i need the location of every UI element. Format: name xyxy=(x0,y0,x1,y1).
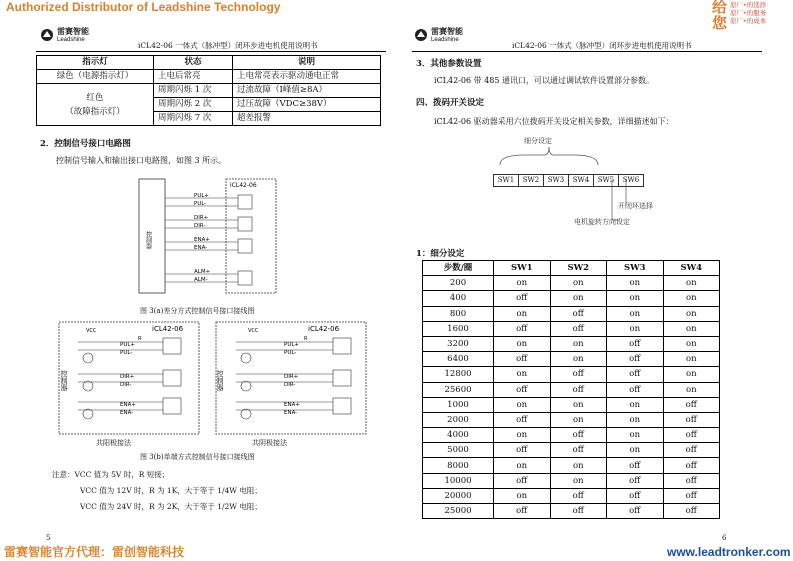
table-row xyxy=(423,443,720,458)
switch-cell: off xyxy=(663,488,720,503)
header-rule-left xyxy=(36,51,386,52)
col-header: 指示灯 xyxy=(37,56,154,70)
cell: 过流故障（I峰值≥8A） xyxy=(233,84,381,98)
switch-cell: off xyxy=(550,428,607,443)
switch-cell: on xyxy=(550,291,607,306)
red-lamp-line1: 红色 xyxy=(86,92,104,103)
label-common-anode: 共阳极接法 xyxy=(96,439,131,447)
caption-b: 图 3(b)单端方式控制信号接口接线图 xyxy=(140,453,255,461)
sig-label: DIR+ xyxy=(120,374,135,380)
switch-cell: on xyxy=(663,291,720,306)
logo-left xyxy=(40,26,89,43)
switch-cell: off xyxy=(663,473,720,488)
switch-cell: on xyxy=(550,276,607,291)
table-row xyxy=(423,306,720,321)
col-header: 步数/圈 xyxy=(423,261,494,276)
note-line-1: 注意：VCC 值为 5V 时，R 短接； xyxy=(52,470,170,479)
sig-label: ENA- xyxy=(284,410,298,416)
switch-cell: on xyxy=(607,428,664,443)
sig-label: DIR+ xyxy=(194,215,209,221)
switch-cell: off xyxy=(550,488,607,503)
switch-cell: on xyxy=(550,412,607,427)
switch-cell: on xyxy=(494,397,551,412)
indicator-table xyxy=(36,55,381,126)
steps-cell: 1600 xyxy=(423,321,494,336)
module-label-right: iCL42-06 xyxy=(308,325,340,333)
switch-cell: off xyxy=(607,352,664,367)
switch-cell: on xyxy=(663,382,720,397)
tagline xyxy=(712,0,766,32)
switch-cell: off xyxy=(550,321,607,336)
switch-cell: off xyxy=(494,443,551,458)
sig-label: DIR- xyxy=(120,382,132,388)
sig-label: ENA+ xyxy=(120,402,136,408)
switch-cell: off xyxy=(550,306,607,321)
switch-cell: on xyxy=(494,428,551,443)
cell: 超差报警 xyxy=(233,112,381,126)
table-row xyxy=(423,473,720,488)
vcc-label-left: VCC xyxy=(86,328,97,334)
vcc-label-right: VCC xyxy=(248,328,259,334)
tagline-glyph-1: 给 xyxy=(712,0,728,16)
note-line-2: VCC 值为 12V 时，R 为 1K，大于等于 1/4W 电阻； xyxy=(80,486,262,495)
page-header-right: iCL42-06 一体式（脉冲型）闭环步进电机使用说明书 xyxy=(512,41,692,50)
caption-a: 图 3(a)差分方式控制信号接口接线图 xyxy=(140,307,255,315)
dip-switch: SW6 xyxy=(618,174,644,187)
cell: 绿色（电源指示灯） xyxy=(37,70,154,84)
logo-en: Leadshine xyxy=(57,37,85,43)
sig-label: ENA+ xyxy=(194,237,210,243)
distributor-banner: Authorized Distributor of Leadshine Technology xyxy=(6,0,281,14)
col-header: 说明 xyxy=(233,56,381,70)
dip-switch: SW1 xyxy=(493,174,519,187)
switch-cell: off xyxy=(550,382,607,397)
table-row xyxy=(423,276,720,291)
switch-cell: on xyxy=(663,306,720,321)
sig-label: ALM- xyxy=(194,277,208,283)
table-row xyxy=(423,321,720,336)
switch-cell: off xyxy=(550,367,607,382)
sig-label: ENA- xyxy=(120,410,134,416)
col-header: SW1 xyxy=(494,261,551,276)
switch-cell: off xyxy=(607,488,664,503)
switch-cell: on xyxy=(607,397,664,412)
steps-cell: 3200 xyxy=(423,336,494,351)
red-lamp-line2: （故障指示灯） xyxy=(65,106,125,117)
table-row xyxy=(423,412,720,427)
module-box xyxy=(226,179,276,293)
module-label-left: iCL42-06 xyxy=(152,325,184,333)
tagline-line: 原厂+的成本 xyxy=(730,18,767,25)
switch-cell: off xyxy=(607,382,664,397)
switch-cell: on xyxy=(494,488,551,503)
switch-cell: on xyxy=(663,367,720,382)
switch-cell: on xyxy=(607,291,664,306)
switch-cell: off xyxy=(494,473,551,488)
header-rule-right xyxy=(412,51,762,52)
sig-label: PUL- xyxy=(194,201,207,207)
footer-website-link[interactable]: www.leadtronker.com xyxy=(667,545,791,559)
switch-cell: on xyxy=(663,336,720,351)
cell: 过压故障（VDC≥38V） xyxy=(233,98,381,112)
diagram-a xyxy=(138,176,278,296)
switch-cell: on xyxy=(550,336,607,351)
switch-cell: off xyxy=(663,504,720,519)
steps-cell: 12800 xyxy=(423,367,494,382)
switch-cell: on xyxy=(663,276,720,291)
section-2-title: 2．控制信号接口电路图 xyxy=(40,139,131,149)
sig-label: ALM+ xyxy=(194,269,211,275)
switch-cell: off xyxy=(607,458,664,473)
steps-cell: 5000 xyxy=(423,443,494,458)
page-number-right: 6 xyxy=(722,534,727,542)
logo-cn: 雷赛智能 xyxy=(431,27,463,36)
switch-cell: off xyxy=(494,382,551,397)
steps-cell: 8000 xyxy=(423,458,494,473)
cell: 周期闪烁 1 次 xyxy=(154,84,233,98)
table-row xyxy=(423,458,720,473)
switch-cell: off xyxy=(550,504,607,519)
switch-cell: on xyxy=(494,306,551,321)
switch-cell: off xyxy=(663,397,720,412)
switch-cell: off xyxy=(607,336,664,351)
steps-cell: 1000 xyxy=(423,397,494,412)
steps-cell: 10000 xyxy=(423,473,494,488)
module-label: iCL42-06 xyxy=(230,182,257,189)
cell: 周期闪烁 7 次 xyxy=(154,112,233,126)
label-common-cathode: 共阴极接法 xyxy=(252,439,287,447)
switch-cell: off xyxy=(607,367,664,382)
col-header: SW4 xyxy=(663,261,720,276)
page-number-left: 5 xyxy=(46,534,51,542)
switch-cell: on xyxy=(550,352,607,367)
switch-cell: off xyxy=(607,504,664,519)
controller-label: 控制器 xyxy=(144,231,152,249)
dip-brace xyxy=(494,145,604,167)
switch-cell: on xyxy=(663,352,720,367)
tagline-line: 原厂+的选择 xyxy=(730,2,767,9)
switch-cell: on xyxy=(663,321,720,336)
switch-cell: on xyxy=(494,276,551,291)
table-row xyxy=(423,291,720,306)
section-3-text: iCL42-06 带 485 通讯口，可以通过调试软件设置部分参数。 xyxy=(434,76,654,85)
sig-label: PUL+ xyxy=(194,193,210,199)
switch-cell: on xyxy=(607,412,664,427)
section-3-title: 3．其他参数设置 xyxy=(416,59,482,69)
logo-icon xyxy=(414,28,428,42)
switch-cell: on xyxy=(607,306,664,321)
diagram-b xyxy=(58,318,368,436)
col-header: 状态 xyxy=(154,56,233,70)
sig-label: DIR+ xyxy=(284,374,299,380)
r-label-left: R xyxy=(138,336,142,342)
steps-cell: 25600 xyxy=(423,382,494,397)
cell: 周期闪烁 2 次 xyxy=(154,98,233,112)
switch-cell: off xyxy=(607,473,664,488)
tagline-glyph-2: 您 xyxy=(712,15,728,32)
steps-cell: 2000 xyxy=(423,412,494,427)
sig-label: ENA- xyxy=(194,245,208,251)
steps-cell: 400 xyxy=(423,291,494,306)
section-4-title: 四、拨码开关设定 xyxy=(416,98,485,108)
sig-label: PUL+ xyxy=(120,342,136,348)
footer-agent: 雷赛智能官方代理：雷创智能科技 xyxy=(4,545,185,559)
sig-label: DIR- xyxy=(284,382,296,388)
sig-label: DIR- xyxy=(194,223,206,229)
switch-cell: on xyxy=(494,336,551,351)
sig-label: PUL- xyxy=(284,350,297,356)
switch-cell: off xyxy=(494,291,551,306)
table-row xyxy=(423,367,720,382)
switch-cell: on xyxy=(494,458,551,473)
switch-cell: off xyxy=(663,458,720,473)
steps-cell: 6400 xyxy=(423,352,494,367)
steps-cell: 20000 xyxy=(423,488,494,503)
switch-cell: on xyxy=(550,397,607,412)
subdivision-table xyxy=(422,260,720,519)
cell: 上电常亮表示驱动通电正常 xyxy=(233,70,381,84)
sw5-label: 电机旋转方向设定 xyxy=(574,218,630,226)
switch-cell: on xyxy=(550,473,607,488)
sig-label: ENA+ xyxy=(284,402,300,408)
controller-label-right: 控制器 xyxy=(216,370,224,391)
switch-cell: off xyxy=(550,443,607,458)
logo-cn: 雷赛智能 xyxy=(57,27,89,36)
dip-switch: SW3 xyxy=(543,174,569,187)
section-4-text: iCL42-06 驱动器采用六位拨码开关设定相关参数，详细描述如下： xyxy=(434,117,674,126)
switch-cell: on xyxy=(494,367,551,382)
dip-switch: SW4 xyxy=(568,174,594,187)
switch-cell: on xyxy=(550,458,607,473)
switch-cell: off xyxy=(663,443,720,458)
steps-cell: 4000 xyxy=(423,428,494,443)
tagline-line: 原厂+的服务 xyxy=(730,10,767,17)
logo-icon xyxy=(40,28,54,42)
switch-cell: off xyxy=(494,412,551,427)
dip-switch: SW2 xyxy=(518,174,544,187)
steps-cell: 25000 xyxy=(423,504,494,519)
table-row xyxy=(423,352,720,367)
dip-top-label: 细分设定 xyxy=(524,137,552,145)
sw6-label: 开闭环选择 xyxy=(618,202,653,210)
steps-cell: 800 xyxy=(423,306,494,321)
r-label-right: R xyxy=(304,336,308,342)
switch-cell: on xyxy=(607,443,664,458)
sig-label: PUL- xyxy=(120,350,133,356)
cell-red-lamp xyxy=(37,84,154,126)
section-2-intro: 控制信号输入和输出接口电路图，如图 3 所示。 xyxy=(56,156,227,165)
subdivision-title: 1：细分设定 xyxy=(416,249,465,259)
table-row xyxy=(423,397,720,412)
table-row xyxy=(423,504,720,519)
switch-cell: on xyxy=(607,321,664,336)
controller-box xyxy=(139,179,165,293)
switch-cell: on xyxy=(607,276,664,291)
page-header-left: iCL42-06 一体式（脉冲型）闭环步进电机使用说明书 xyxy=(138,41,318,50)
switch-cell: off xyxy=(494,504,551,519)
sig-label: PUL+ xyxy=(284,342,300,348)
subdivision-table-wrap xyxy=(422,260,720,519)
switch-cell: off xyxy=(663,428,720,443)
logo-en: Leadshine xyxy=(431,37,459,43)
cell: 上电后常亮 xyxy=(154,70,233,84)
switch-cell: off xyxy=(494,321,551,336)
steps-cell: 200 xyxy=(423,276,494,291)
logo-right xyxy=(414,26,463,43)
switch-cell: off xyxy=(663,412,720,427)
table-row xyxy=(423,382,720,397)
dip-switch: SW5 xyxy=(593,174,619,187)
controller-label-left: 控制器 xyxy=(60,370,68,391)
col-header: SW3 xyxy=(607,261,664,276)
note-line-3: VCC 值为 24V 时，R 为 2K，大于等于 1/2W 电阻； xyxy=(80,502,262,511)
col-header: SW2 xyxy=(550,261,607,276)
table-row xyxy=(423,428,720,443)
table-row xyxy=(423,488,720,503)
switch-cell: off xyxy=(494,352,551,367)
table-row xyxy=(423,336,720,351)
